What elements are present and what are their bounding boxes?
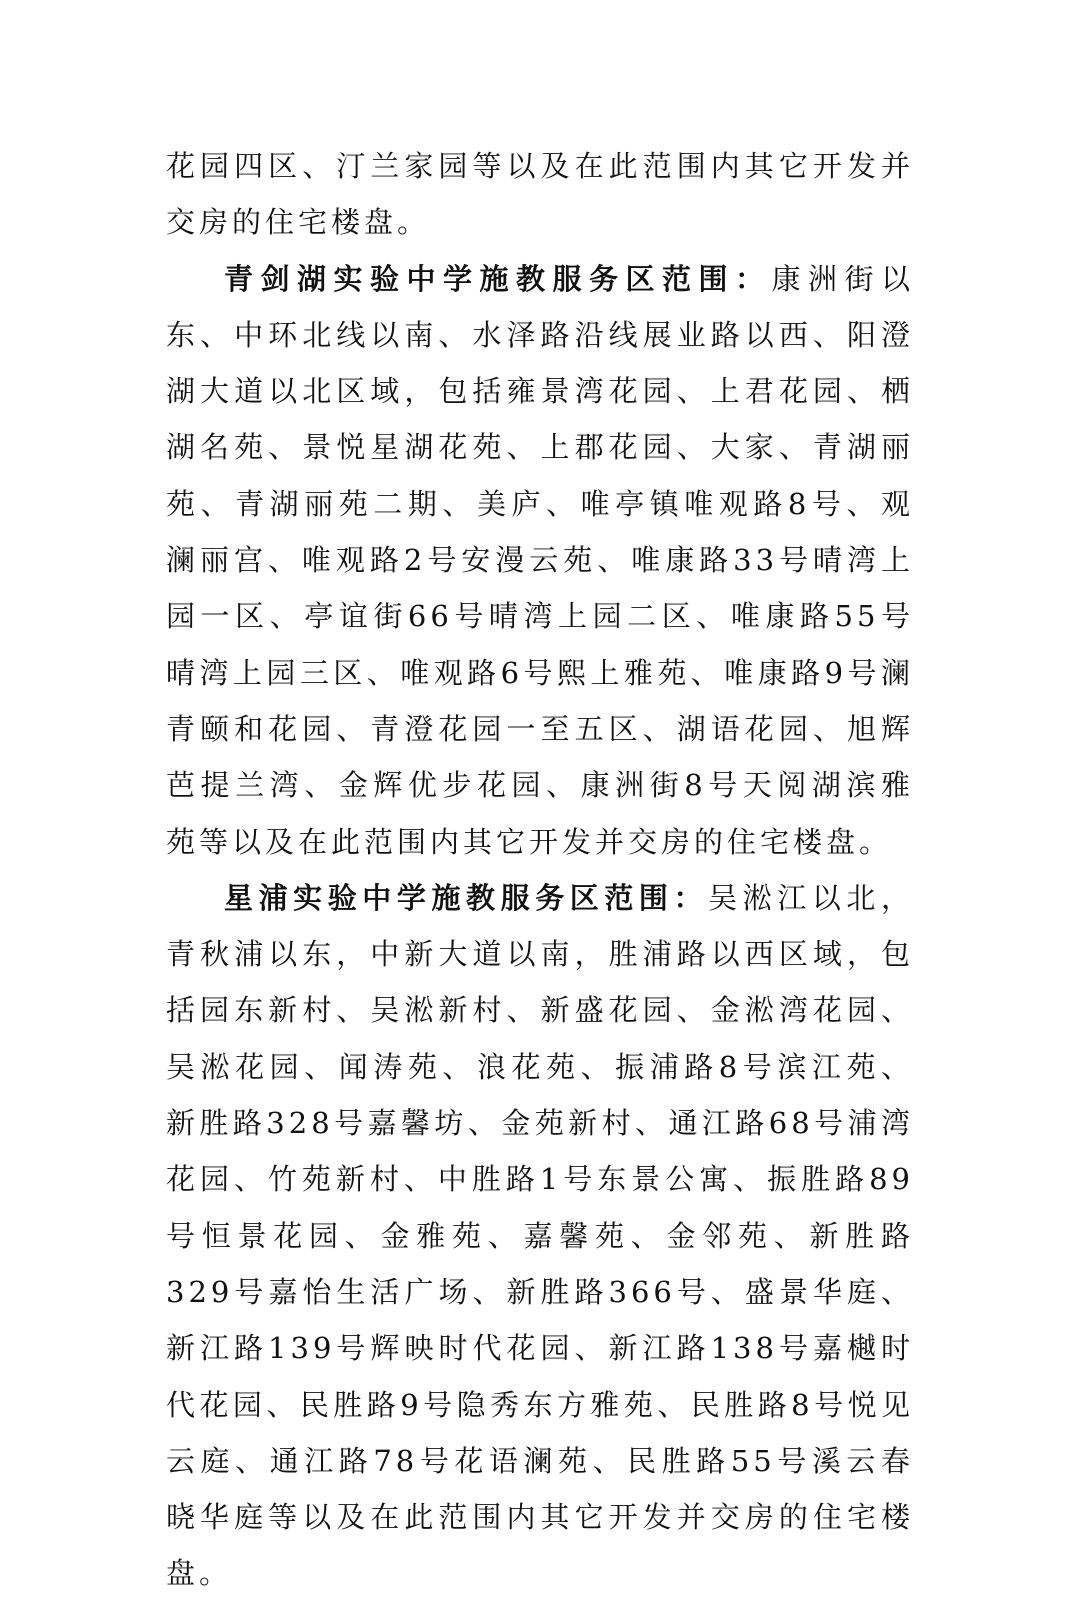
section-heading: 星浦实验中学施教服务区范围： [224, 880, 709, 915]
continuation-paragraph [166, 138, 914, 251]
section-heading: 青剑湖实验中学施教服务区范围： [224, 261, 772, 296]
section-paragraph-qingjianhu [166, 251, 914, 870]
section-body: 吴淞江以北，青秋浦以东，中新大道以南，胜浦路以西区域，包括园东新村、吴淞新村、新盛花园、金淞湾花园、吴淞花园、闻涛苑、浪花苑、振浦路8号滨江苑、新胜路328号嘉馨坊、金苑新村、通江路68号浦湾花园、竹苑新村、中胜路1号东景公寓、振胜路89号恒景花园、金雅苑、嘉馨苑、金邻苑、新胜路329号嘉怡生活广场、新胜路366号、盛景华庭、新江路139号辉映时代花园、新江路138号嘉樾时代花园、民胜路9号隐秀东方雅苑、民胜路8号悦见云庭、通江路78号花语澜苑、民胜路55号溪云春晓华庭等以及在此范围内其它开发并交房的住宅楼盘。 [166, 880, 914, 1591]
paragraph-text: 花园四区、汀兰家园等以及在此范围内其它开发并交房的住宅楼盘。 [166, 149, 914, 240]
document-page [166, 138, 914, 1602]
section-body: 康洲街以东、中环北线以南、水泽路沿线展业路以西、阳澄湖大道以北区域，包括雍景湾花园、上君花园、栖湖名苑、景悦星湖花苑、上郡花园、大家、青湖丽苑、青湖丽苑二期、美庐、唯亭镇唯观路8号、观澜丽宫、唯观路2号安漫云苑、唯康路33号晴湾上园一区、亭谊街66号晴湾上园二区、唯康路55号晴湾上园三区、唯观路6号熙上雅苑、唯康路9号澜青颐和花园、青澄花园一至五区、湖语花园、旭辉芭提兰湾、金辉优步花园、康洲街8号天阅湖滨雅苑等以及在此范围内其它开发并交房的住宅楼盘。 [166, 261, 914, 859]
section-paragraph-xingpu [166, 870, 914, 1602]
